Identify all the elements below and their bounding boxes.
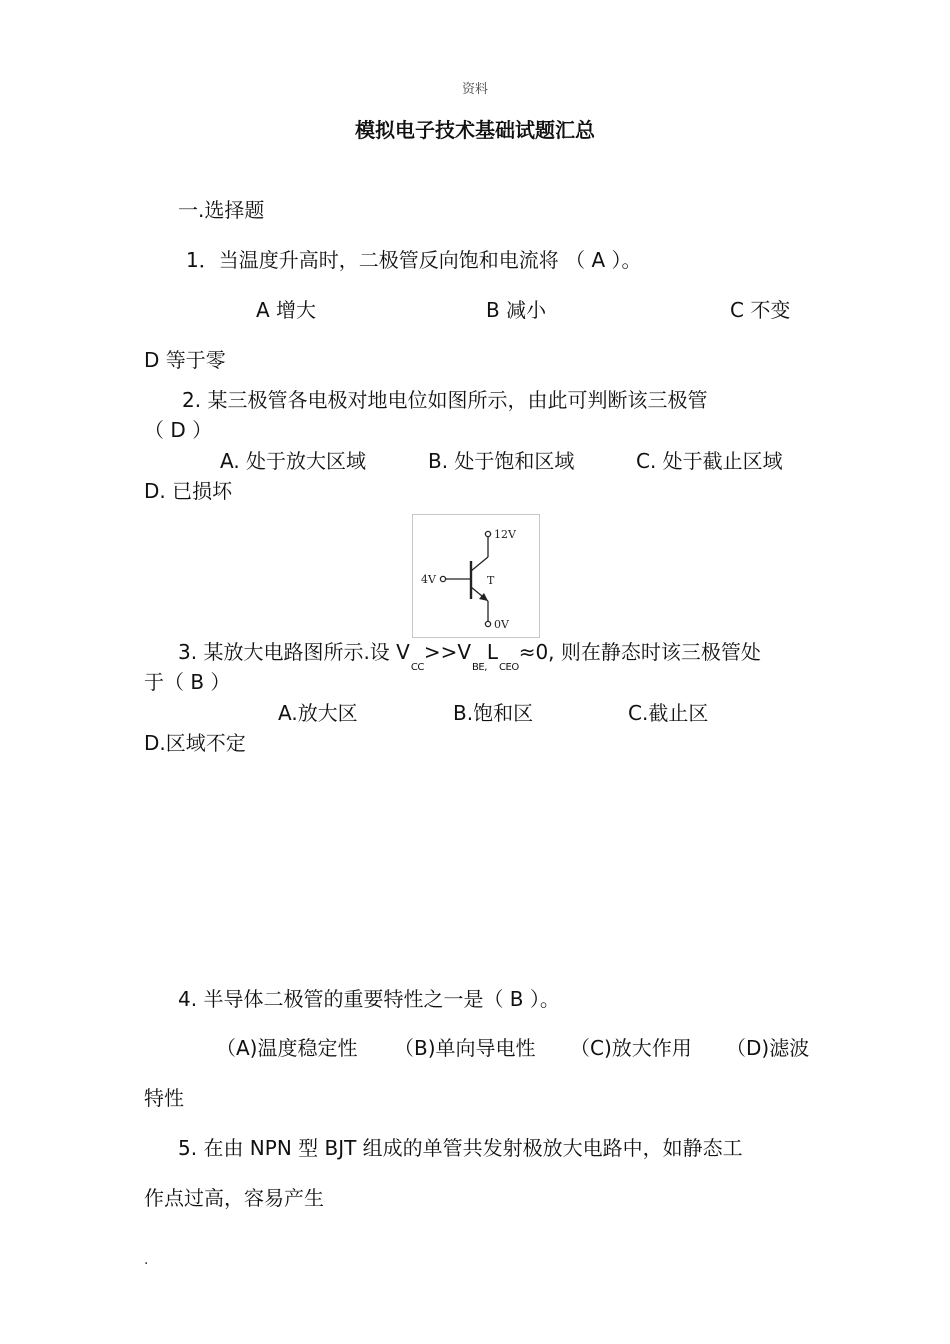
q5-stem-line1: 5. 在由 NPN 型 BJT 组成的单管共发射极放大电路中，如静态工: [178, 1136, 743, 1160]
q4-option-d-continued: 特性: [144, 1086, 184, 1110]
q1-option-c: C 不变: [730, 298, 791, 322]
q3-stem-mid1: >>V: [423, 640, 472, 664]
q4-stem: 4. 半导体二极管的重要特性之一是（ B ）。: [178, 987, 560, 1011]
q4-option-b: （B)单向导电性: [394, 1036, 536, 1060]
q3-option-d: D.区域不定: [144, 731, 246, 755]
q3-subscript-be: BE,: [472, 662, 487, 673]
npn-transistor-diagram: [413, 515, 539, 637]
q1-option-a: A 增大: [256, 298, 317, 322]
q3-subscript-cc: CC: [410, 662, 424, 673]
q2-option-a: A. 处于放大区域: [220, 449, 367, 473]
document-title: 模拟电子技术基础试题汇总: [355, 118, 595, 142]
collector-voltage-label: 12V: [494, 528, 516, 541]
q4-option-d: （D)滤波: [726, 1036, 810, 1060]
section-heading: 一.选择题: [178, 198, 265, 222]
q3-option-c: C.截止区: [628, 701, 709, 725]
q4-option-a: （A)温度稳定性: [216, 1036, 358, 1060]
q2-option-c: C. 处于截止区域: [636, 449, 783, 473]
q3-option-b: B.饱和区: [453, 701, 534, 725]
q3-stem-end: ≈0, 则在静态时该三极管处: [518, 640, 761, 664]
q3-stem: [178, 636, 761, 673]
base-voltage-label: 4V: [421, 573, 436, 586]
q3-stem-mid2: L: [486, 640, 499, 664]
q1-stem: 1．当温度升高时，二极管反向饱和电流将 （ A ）。: [186, 248, 642, 272]
emitter-voltage-label: 0V: [494, 618, 509, 631]
page-footer-mark: .: [144, 1252, 149, 1268]
page-header: 资料: [461, 82, 488, 97]
q3-subscript-ceo: CEO: [499, 662, 519, 673]
transistor-label: T: [487, 574, 495, 587]
q1-option-b: B 减小: [486, 298, 547, 322]
q2-option-b: B. 处于饱和区域: [428, 449, 575, 473]
q4-option-c: （C)放大作用: [570, 1036, 692, 1060]
q2-answer: （ D ）: [144, 418, 213, 442]
q2-stem: 2. 某三极管各电极对地电位如图所示，由此可判断该三极管: [182, 388, 708, 412]
q5-stem-line2: 作点过高，容易产生: [144, 1186, 324, 1210]
q2-option-d: D. 已损坏: [144, 479, 233, 503]
q3-stem-start: 3. 某放大电路图所示.设 V: [178, 640, 410, 664]
transistor-circuit-figure: [412, 514, 540, 638]
q3-stem-line2: 于（ B ）: [144, 670, 231, 694]
q1-option-d: D 等于零: [144, 348, 226, 372]
q3-option-a: A.放大区: [278, 701, 358, 725]
